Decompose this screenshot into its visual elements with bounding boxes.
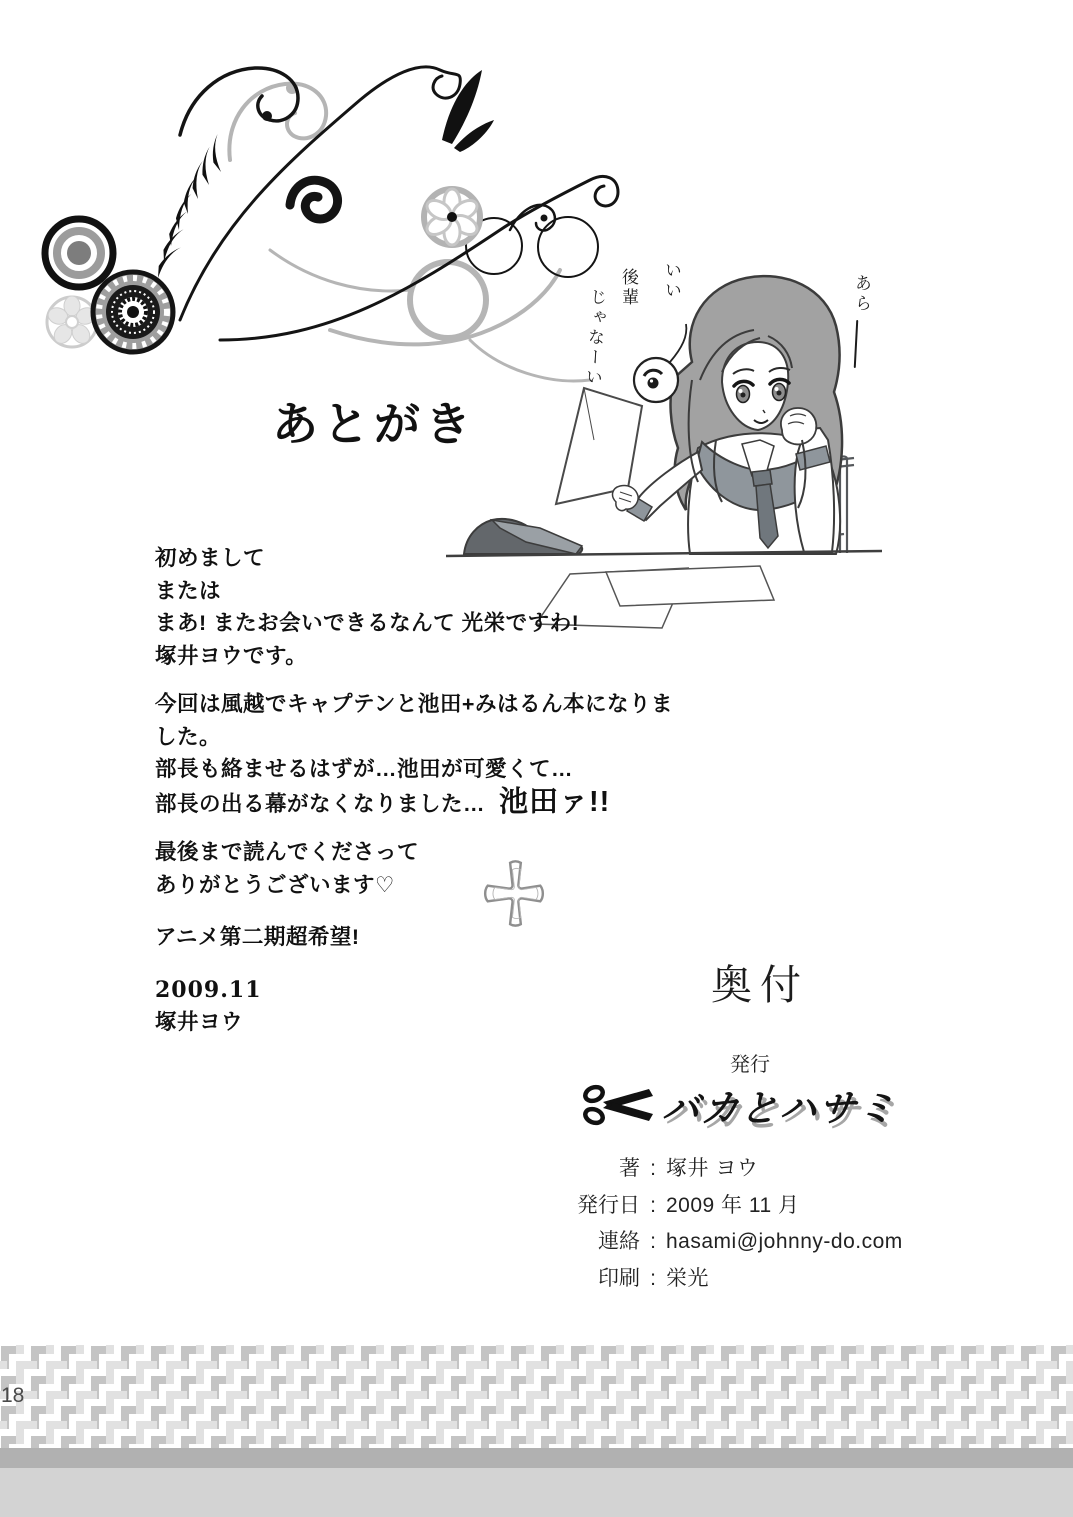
- afterword-line: まあ! またお会いできるなんて 光栄ですわ!: [155, 611, 580, 635]
- colophon-row-printer: [552, 1262, 952, 1299]
- row-value-email: hasami@johnny-do.com: [666, 1230, 903, 1253]
- handwriting-ii: いい: [661, 261, 681, 301]
- handwriting-ara: あら: [851, 274, 871, 314]
- row-value: 栄光: [666, 1266, 709, 1290]
- weave-pattern-band: [0, 1345, 1073, 1448]
- afterword-line: アニメ第二期超希望!: [155, 925, 360, 949]
- afterword-line: 初めまして: [155, 546, 266, 570]
- paragraph-gap: [155, 820, 675, 836]
- row-label: 連絡: [598, 1230, 640, 1253]
- handwriting-janai: じゃなーい: [581, 287, 607, 389]
- row-label: 著: [619, 1157, 640, 1180]
- row-separator: :: [650, 1266, 656, 1290]
- row-separator: :: [650, 1157, 656, 1180]
- cross-pattee-icon: [478, 856, 550, 930]
- circle-logo: [583, 1078, 897, 1132]
- feather-leaves: [155, 134, 238, 278]
- circle-cluster: [45, 219, 173, 352]
- colophon-rows: [552, 1152, 952, 1298]
- mandala-circle: [93, 272, 173, 352]
- paragraph-gap: [155, 901, 675, 921]
- publisher-label: 発行: [730, 1054, 770, 1076]
- paragraph-gap: [155, 672, 675, 688]
- page-title: あとがき: [272, 397, 476, 451]
- afterword-line: 部長も絡ませるはずが…池田が可愛くて…: [155, 757, 574, 781]
- vine-dot: [262, 111, 272, 121]
- afterword-signature: 塚井ヨウ: [155, 1010, 244, 1034]
- afterword-line-tail: 部長の出る幕がなくなりました…: [155, 791, 486, 816]
- colophon-row-publish-date: [552, 1189, 952, 1226]
- row-separator: :: [650, 1230, 656, 1253]
- afterword-line-emphasis: [155, 786, 675, 821]
- afterword-line: 今回は風越でキャプテンと池田+みはるん本になりました。: [155, 692, 673, 749]
- colophon-heading: 奥付: [711, 962, 809, 1008]
- paragraph-gap: [155, 954, 675, 974]
- row-value: 塚井 ヨウ: [666, 1157, 759, 1180]
- afterword-line: または: [155, 578, 222, 603]
- footer-strip-light: [0, 1468, 1073, 1517]
- ikeda-shout: 池田ァ!!: [499, 785, 611, 818]
- row-label: 印刷: [598, 1266, 640, 1290]
- handwriting-kouhai: 後輩: [618, 268, 638, 308]
- afterword-line: 塚井ヨウです。: [155, 643, 308, 668]
- scissors-icon: [583, 1081, 655, 1129]
- footer-strip-dark: [0, 1448, 1073, 1468]
- page-number: 18: [1, 1384, 25, 1407]
- circle-logo-text: バカとハサミ: [660, 1088, 899, 1129]
- row-label: 発行日: [577, 1193, 640, 1217]
- vine-leaves: [442, 70, 494, 152]
- afterword-date: 2009.11: [155, 976, 262, 1003]
- afterword-line: 最後まで読んでくださって: [155, 840, 420, 864]
- afterword-text: [155, 542, 675, 1039]
- afterword-line: ありがとうございます♡: [155, 872, 395, 897]
- colophon-row-author: [552, 1152, 952, 1189]
- target-circle-center: [67, 241, 91, 265]
- row-value: 2009 年 11 月: [666, 1193, 800, 1217]
- flower-circle: [46, 296, 98, 347]
- row-separator: :: [650, 1193, 656, 1217]
- colophon-row-contact: [552, 1225, 952, 1262]
- vine-dot-2: [541, 215, 548, 222]
